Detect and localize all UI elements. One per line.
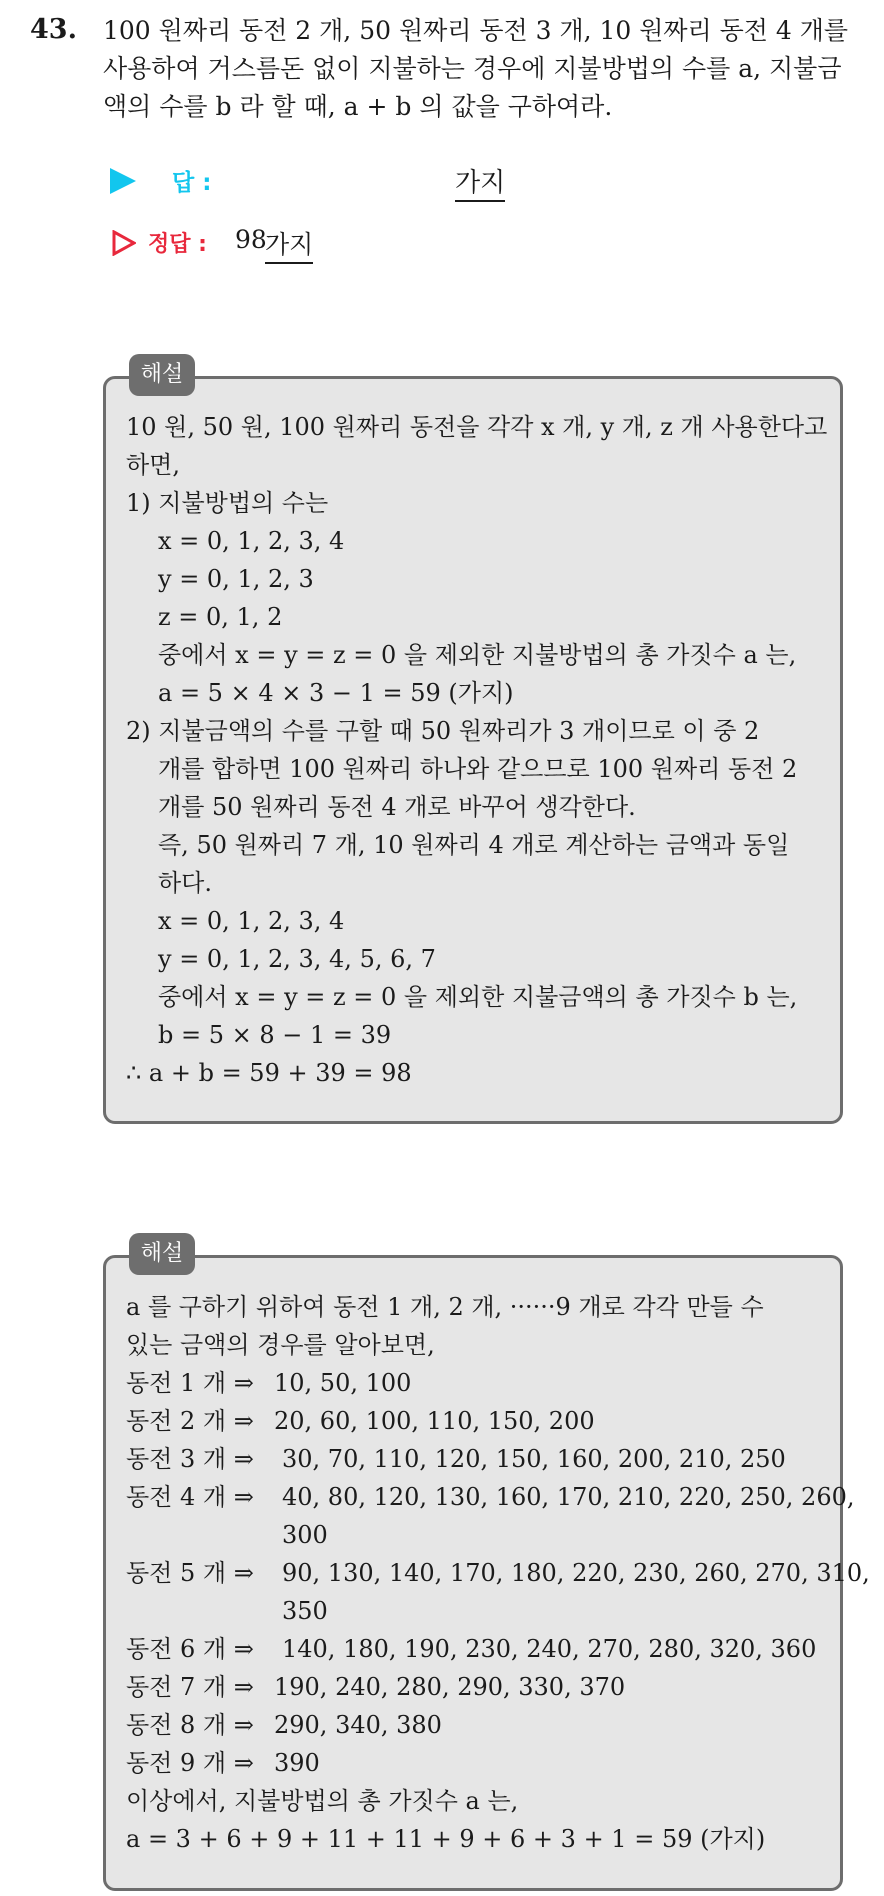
solution-line: y = 0, 1, 2, 3, 4, 5, 6, 7: [158, 945, 436, 973]
coin-row: [126, 1668, 831, 1706]
coin-count-label: 동전 8 개 ⇒: [126, 1711, 254, 1739]
solution-line: 중에서 x = y = z = 0 을 제외한 지불방법의 총 가짓수 a 는,: [158, 641, 797, 669]
solution-line: 개를 합하면 100 원짜리 하나와 같으므로 100 원짜리 동전 2: [158, 755, 798, 783]
question-line: 100 원짜리 동전 2 개, 50 원짜리 동전 3 개, 10 원짜리 동전 4 개를: [103, 16, 849, 45]
correct-answer-value: 98: [235, 225, 267, 254]
coin-count-label: 동전 5 개 ⇒: [126, 1559, 254, 1587]
question-text: [103, 12, 863, 126]
coin-row: [126, 1364, 831, 1402]
solution-line: 하면,: [126, 451, 180, 479]
question-line: 액의 수를 b 라 할 때, a + b 의 값을 구하여라.: [103, 92, 613, 121]
solution-line: 2) 지불금액의 수를 구할 때 50 원짜리가 3 개이므로 이 중 2: [126, 717, 760, 745]
question-number: 43.: [30, 14, 77, 45]
correct-answer-label: 정답 :: [148, 232, 207, 257]
solution-line: 개를 50 원짜리 동전 4 개로 바꾸어 생각한다.: [158, 793, 636, 821]
coin-count-label: 동전 1 개 ⇒: [126, 1369, 254, 1397]
coin-count-label: 동전 7 개 ⇒: [126, 1673, 254, 1701]
answer-row: [110, 162, 610, 202]
amount-values: 140, 180, 190, 230, 240, 270, 280, 320, 360: [282, 1635, 817, 1663]
answer-label: 답 :: [172, 170, 212, 196]
amount-values: 290, 340, 380: [274, 1711, 442, 1739]
coin-row: [126, 1478, 855, 1516]
solution-1-text: [126, 408, 831, 1092]
amount-values: 20, 60, 100, 110, 150, 200: [274, 1407, 595, 1435]
solution-line: a 를 구하기 위하여 동전 1 개, 2 개, ······9 개로 각각 만들 수: [126, 1293, 764, 1321]
answer-unit: 가지: [455, 162, 505, 202]
solution-line: 1) 지불방법의 수는: [126, 489, 329, 517]
coin-row: [126, 1440, 831, 1478]
amount-values: 40, 80, 120, 130, 160, 170, 210, 220, 250, 260,: [282, 1483, 855, 1511]
correct-answer-unit: 가지: [265, 225, 313, 264]
amount-values: 30, 70, 110, 120, 150, 160, 200, 210, 250: [282, 1445, 786, 1473]
amount-values: 390: [274, 1749, 320, 1777]
coin-row: [126, 1744, 831, 1782]
solution-tag: 해설: [129, 354, 195, 396]
coin-count-label: 동전 6 개 ⇒: [126, 1635, 254, 1663]
amount-values-continued: 300: [282, 1521, 328, 1549]
amount-values-continued: 350: [282, 1597, 328, 1625]
solution-line: x = 0, 1, 2, 3, 4: [158, 527, 345, 555]
amount-values: 190, 240, 280, 290, 330, 370: [274, 1673, 626, 1701]
solution-line: 10 원, 50 원, 100 원짜리 동전을 각각 x 개, y 개, z 개 사용한다고: [126, 413, 828, 441]
coin-count-label: 동전 2 개 ⇒: [126, 1407, 254, 1435]
coin-row: [126, 1402, 831, 1440]
coin-row: [126, 1706, 831, 1744]
solution-line: b = 5 × 8 − 1 = 39: [158, 1021, 392, 1049]
solution-line: 중에서 x = y = z = 0 을 제외한 지불금액의 총 가짓수 b 는,: [158, 983, 798, 1011]
coin-row: [126, 1554, 870, 1592]
solution-line: 하다.: [158, 869, 212, 897]
coin-row: [126, 1630, 831, 1668]
solution-line: 즉, 50 원짜리 7 개, 10 원짜리 4 개로 계산하는 금액과 동일: [158, 831, 790, 859]
solution-tag: 해설: [129, 1233, 195, 1275]
solution-line: y = 0, 1, 2, 3: [158, 565, 314, 593]
solution-line: 이상에서, 지불방법의 총 가짓수 a 는,: [126, 1787, 519, 1815]
play-arrow-icon: [110, 168, 136, 194]
solution-2-text: [126, 1288, 870, 1858]
outline-arrow-icon: [112, 230, 136, 256]
solution-line: a = 3 + 6 + 9 + 11 + 11 + 9 + 6 + 3 + 1 = 59 (가지): [126, 1825, 766, 1853]
question-line: 사용하여 거스름돈 없이 지불하는 경우에 지불방법의 수를 a, 지불금: [103, 54, 842, 83]
solution-line: ∴ a + b = 59 + 39 = 98: [126, 1059, 412, 1087]
solution-line: z = 0, 1, 2: [158, 603, 283, 631]
solution-line: x = 0, 1, 2, 3, 4: [158, 907, 345, 935]
solution-line: 있는 금액의 경우를 알아보면,: [126, 1331, 435, 1359]
solution-line: a = 5 × 4 × 3 − 1 = 59 (가지): [158, 679, 514, 707]
coin-count-label: 동전 4 개 ⇒: [126, 1483, 254, 1511]
correct-answer-row: [110, 224, 610, 264]
coin-count-label: 동전 9 개 ⇒: [126, 1749, 254, 1777]
amount-values: 90, 130, 140, 170, 180, 220, 230, 260, 270, 310,: [282, 1559, 870, 1587]
amount-values: 10, 50, 100: [274, 1369, 412, 1397]
coin-count-label: 동전 3 개 ⇒: [126, 1445, 254, 1473]
